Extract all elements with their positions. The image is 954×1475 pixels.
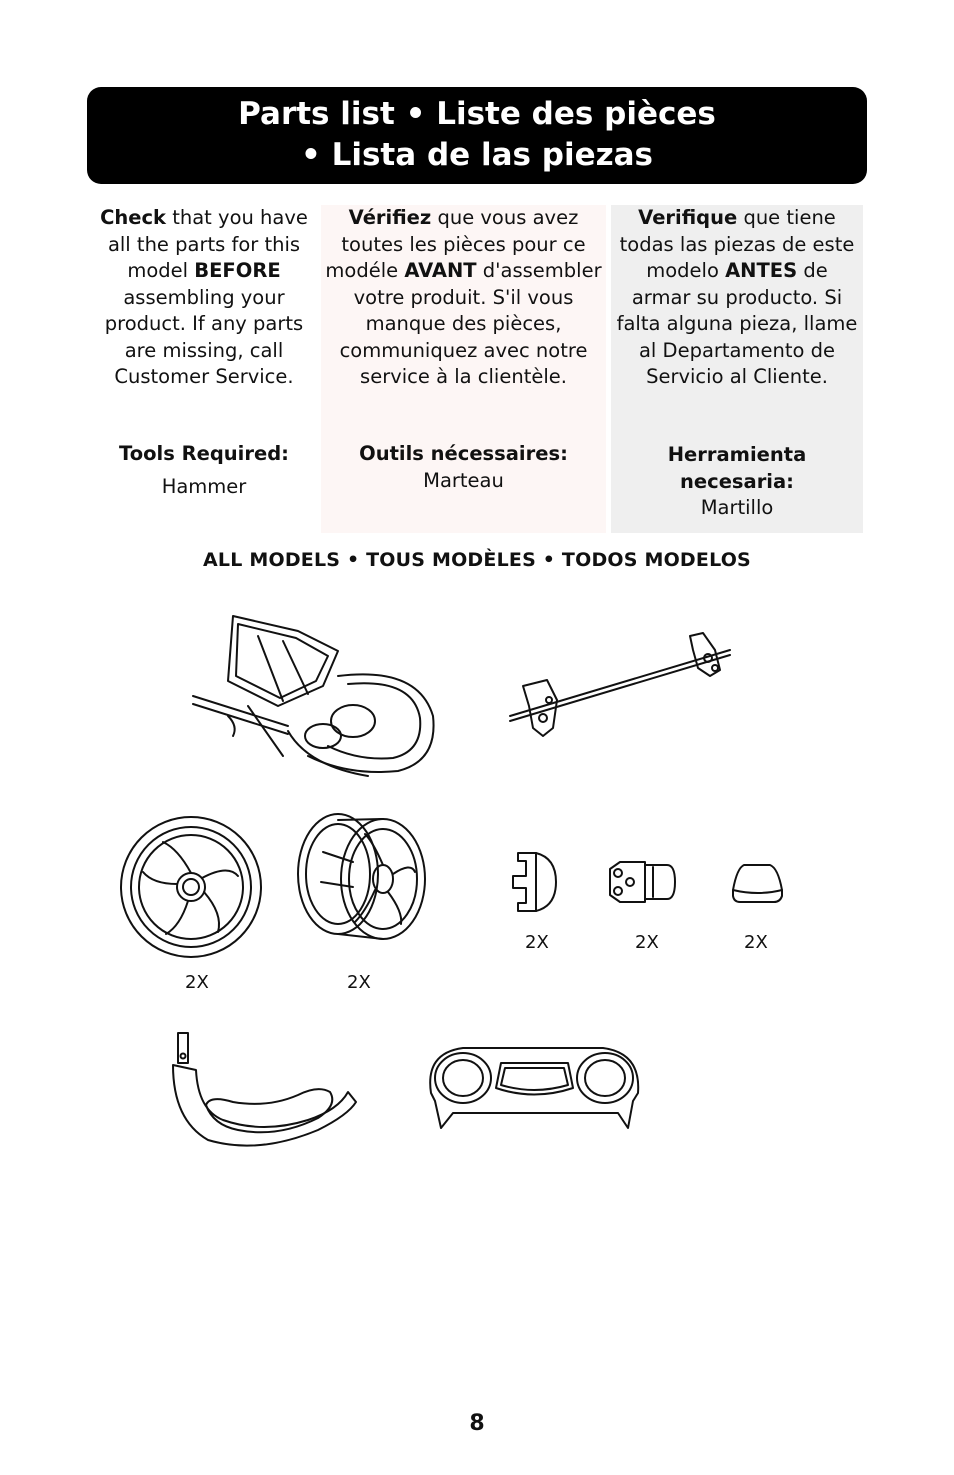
front-wheel-icon — [293, 812, 433, 942]
parent-tray-illustration — [423, 1043, 645, 1137]
column-spanish — [611, 205, 863, 533]
axle-end-cap-icon — [605, 857, 677, 907]
rear-axle-icon — [505, 628, 737, 743]
check-text-fr-2: d'assembler votre produit. S'il vous manque des pièces, communiquez avec notre service à la clientèle. — [339, 259, 602, 388]
tools-section-es — [611, 442, 863, 522]
check-paragraph-es — [615, 205, 859, 391]
stroller-frame-icon — [188, 606, 443, 781]
tool-name-es: Martillo — [700, 496, 774, 519]
before-bold-en: BEFORE — [194, 259, 281, 282]
rear-wheel-icon — [118, 814, 268, 964]
column-french — [321, 205, 606, 533]
parent-tray-icon — [423, 1043, 645, 1133]
tool-name-en: Hammer — [161, 474, 247, 498]
hubcap-quantity: 2X — [744, 932, 768, 953]
rear-wheel-quantity: 2X — [185, 972, 209, 993]
axle-end-cap-illustration — [605, 857, 677, 911]
before-bold-es: ANTES — [725, 259, 798, 282]
before-bold-fr: AVANT — [404, 259, 477, 282]
check-bold-en: Check — [100, 206, 167, 229]
check-bold-fr: Vérifiez — [348, 206, 432, 229]
axle-end-cap-quantity: 2X — [635, 932, 659, 953]
wheel-clip-icon — [508, 848, 560, 916]
front-wheel-illustration — [293, 812, 433, 946]
bumper-bar-icon — [168, 1030, 363, 1150]
page-number: 8 — [469, 1411, 485, 1436]
all-models-heading: ALL MODELS • TOUS MODÈLES • TODOS MODELOS — [203, 549, 751, 571]
rear-axle-illustration — [505, 628, 737, 747]
hubcap-icon — [730, 860, 786, 905]
check-text-fr-1: que vous avez toutes les pièces pour ce modéle — [325, 206, 586, 282]
tools-section-fr — [321, 441, 606, 494]
wheel-clip-quantity: 2X — [525, 932, 549, 953]
check-text-es-2: de armar su producto. Si falta alguna pieza, llame al Departamento de Servicio al Cliente. — [616, 259, 858, 388]
check-text-en-1: that you have all the parts for this model — [107, 206, 308, 282]
check-paragraph-en — [91, 205, 317, 391]
banner-title-line1: Parts list • Liste des pièces — [238, 96, 716, 132]
banner-title-line2: • Lista de las piezas — [300, 137, 654, 173]
check-paragraph-fr — [325, 205, 602, 391]
tools-heading-fr: Outils nécessaires: — [359, 442, 568, 465]
stroller-frame-illustration — [188, 606, 443, 785]
hubcap-illustration — [730, 860, 786, 909]
tools-heading-en: Tools Required: — [119, 442, 289, 465]
check-text-es-1: que tiene todas las piezas de este modelo — [619, 206, 855, 282]
check-text-en-2: assembling your product. If any parts are missing, call Customer Service. — [104, 285, 304, 388]
column-english — [91, 205, 317, 533]
check-bold-es: Verifique — [638, 206, 738, 229]
tools-heading-es: Herramienta necesaria: — [667, 443, 807, 493]
wheel-clip-illustration — [508, 848, 560, 920]
parts-list-banner — [87, 87, 867, 184]
tools-section-en — [91, 441, 317, 500]
rear-wheel-illustration — [118, 814, 268, 968]
bumper-bar-illustration — [168, 1030, 363, 1154]
front-wheel-quantity: 2X — [347, 972, 371, 993]
tool-name-fr: Marteau — [423, 468, 504, 492]
